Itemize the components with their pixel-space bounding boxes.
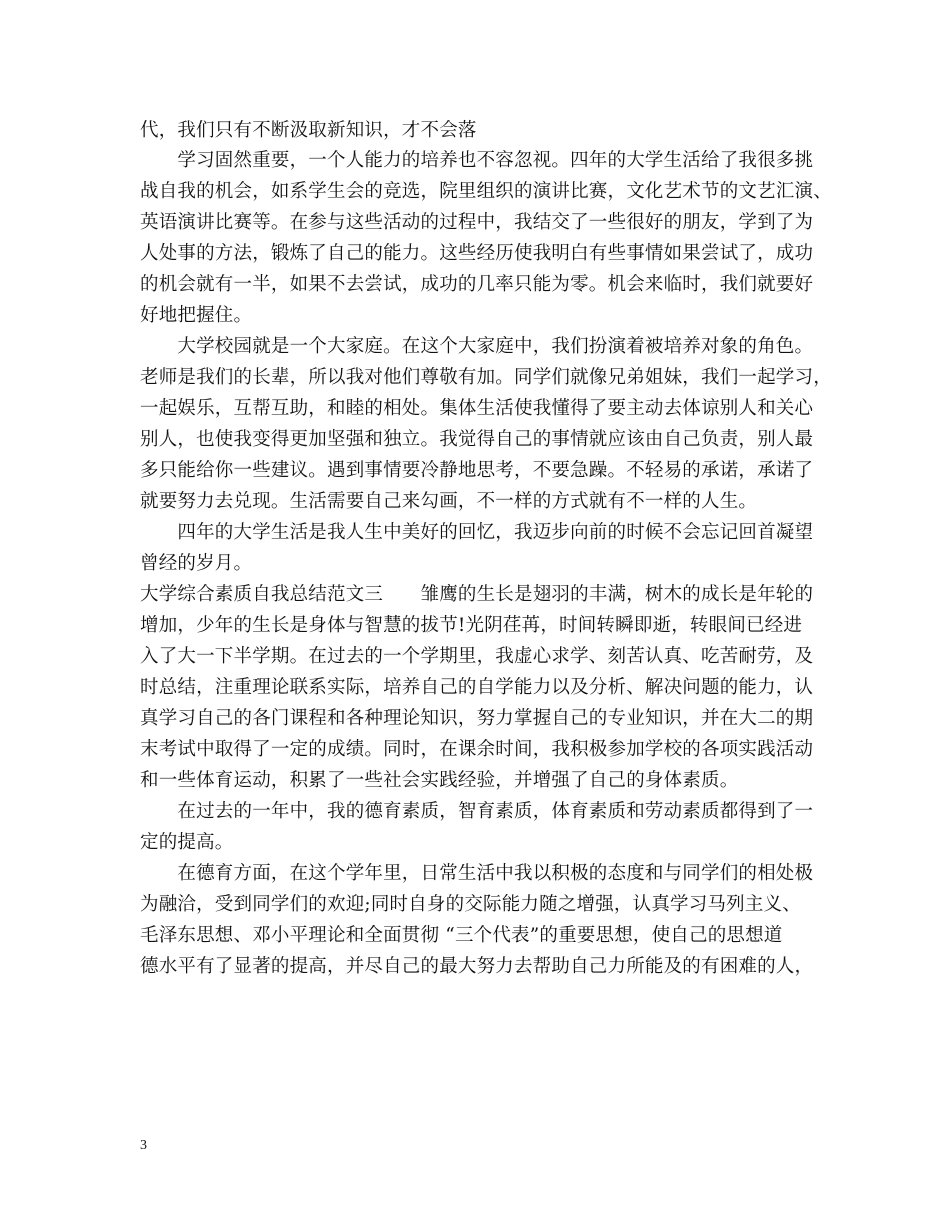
text-line: 代，我们只有不断汲取新知识，才不会落 xyxy=(140,120,477,141)
text-line: 大学校园就是一个大家庭。在这个大家庭中，我们扮演着被培养对象的角色。 xyxy=(140,336,814,357)
text-line: 别人，也使我变得更加坚强和独立。我觉得自己的事情就应该由自己负责，别人最 xyxy=(140,429,814,450)
text-line: 德水平有了显著的提高，并尽自己的最大努力去帮助自己力所能及的有困难的人， xyxy=(140,956,814,977)
text-line: 老师是我们的长辈，所以我对他们尊敬有加。同学们就像兄弟姐妹，我们一起学习， xyxy=(140,367,832,388)
text-line: 就要努力去兑现。生活需要自己来勾画，不一样的方式就有不一样的人生。 xyxy=(140,491,758,512)
text-line: 好地把握住。 xyxy=(140,305,253,326)
page-number: 3 xyxy=(140,1138,147,1153)
text-line: 战自我的机会，如系学生会的竞选，院里组织的演讲比赛，文化艺术节的文艺汇演、 xyxy=(140,181,832,202)
section-heading-line: 大学综合素质自我总结范文三 雏鹰的生长是翅羽的丰满，树木的成长是年轮的 xyxy=(140,584,814,605)
text-line: 人处事的方法，锻炼了自己的能力。这些经历使我明白有些事情如果尝试了，成功 xyxy=(140,243,814,264)
text-line: 真学习自己的各门课程和各种理论知识，努力掌握自己的专业知识，并在大二的期 xyxy=(140,708,814,729)
text-line: 英语演讲比赛等。在参与这些活动的过程中，我结交了一些很好的朋友，学到了为 xyxy=(140,212,814,233)
text-line: 末考试中取得了一定的成绩。同时，在课余时间，我积极参加学校的各项实践活动 xyxy=(140,739,814,760)
text-line: 在过去的一年中，我的德育素质，智育素质，体育素质和劳动素质都得到了一 xyxy=(140,801,814,822)
text-line: 一起娱乐，互帮互助，和睦的相处。集体生活使我懂得了要主动去体谅别人和关心 xyxy=(140,398,814,419)
text-line: 四年的大学生活是我人生中美好的回忆，我迈步向前的时候不会忘记回首凝望 xyxy=(140,522,814,543)
text-line: 和一些体育运动，积累了一些社会实践经验，并增强了自己的身体素质。 xyxy=(140,770,739,791)
text-line: 入了大一下半学期。在过去的一个学期里，我虚心求学、刻苦认真、吃苦耐劳，及 xyxy=(140,646,814,667)
text-line: 为融洽，受到同学们的欢迎;同时自身的交际能力随之增强，认真学习马列主义、 xyxy=(140,894,801,915)
text-line: 多只能给你一些建议。遇到事情要冷静地思考，不要急躁。不轻易的承诺，承诺了 xyxy=(140,460,814,481)
text-line: 曾经的岁月。 xyxy=(140,553,253,574)
text-line: 学习固然重要，一个人能力的培养也不容忽视。四年的大学生活给了我很多挑 xyxy=(140,150,814,171)
text-line: 定的提高。 xyxy=(140,832,234,853)
text-line: 毛泽东思想、邓小平理论和全面贯彻 “三个代表”的重要思想，使自己的思想道 xyxy=(140,925,783,946)
text-line: 在德育方面，在这个学年里，日常生活中我以积极的态度和与同学们的相处极 xyxy=(140,863,814,884)
body-text xyxy=(140,116,832,982)
text-line: 增加，少年的生长是身体与智慧的拔节!光阴荏苒，时间转瞬即逝，转眼间已经进 xyxy=(140,615,803,636)
text-line: 的机会就有一半，如果不去尝试，成功的几率只能为零。机会来临时，我们就要好 xyxy=(140,274,814,295)
text-line: 时总结，注重理论联系实际，培养自己的自学能力以及分析、解决问题的能力，认 xyxy=(140,677,814,698)
